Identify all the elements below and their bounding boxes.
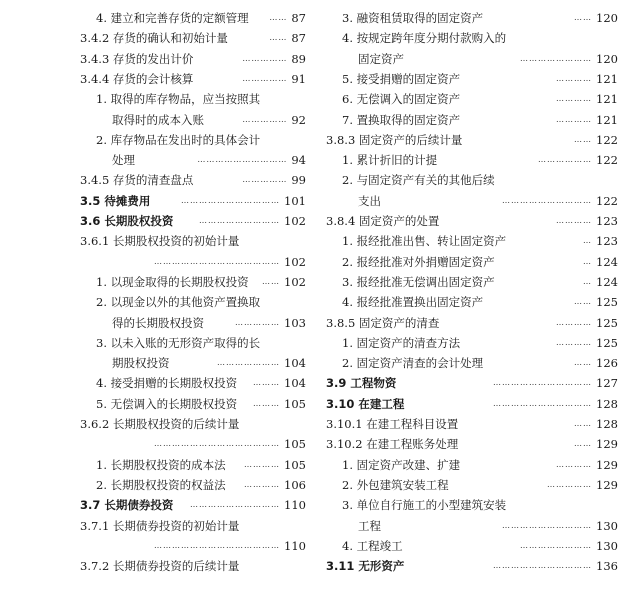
toc-entry (318, 374, 618, 392)
toc-entry-page: 87 (291, 11, 306, 25)
toc-entry-title: 2. 库存物品在发出时的具体会计 (96, 132, 261, 147)
toc-entry-page: 105 (284, 457, 306, 472)
toc-entry-page: 89 (291, 51, 306, 66)
toc-entry-title: 1. 报经批准出售、转让固定资产 (342, 234, 507, 249)
toc-entry (318, 456, 618, 474)
toc-entry (318, 395, 618, 413)
toc-entry-leader: ………………………… (502, 520, 593, 530)
toc-entry-title: 4. 建立和完善存货的定额管理 (96, 11, 249, 25)
toc-entry-title: 2. 固定资产清查的会计处理 (342, 356, 484, 371)
toc-entry-title: 3.7.1 长期债券投资的初始计量 (80, 518, 240, 533)
toc-entry-page: 123 (596, 234, 618, 249)
toc-entry-title: 3.4.4 存货的会计核算 (80, 71, 194, 86)
toc-entry (0, 293, 306, 311)
toc-entry (0, 111, 306, 129)
toc-entry-page: 110 (284, 538, 306, 553)
toc-entry-leader: ………… (556, 94, 593, 104)
toc-entry (318, 232, 618, 250)
toc-entry (0, 192, 306, 210)
toc-entry-title: 4. 报经批准置换出固定资产 (342, 295, 484, 310)
toc-entry-leader: …… (574, 297, 593, 307)
toc-entry-title: 3.4.3 存货的发出计价 (80, 51, 194, 66)
toc-entry (318, 50, 618, 68)
toc-entry-leader: ……………………… (199, 216, 281, 225)
toc-entry (318, 131, 618, 149)
toc-entry-leader: …………… (242, 73, 288, 83)
toc-entry-leader: … (583, 276, 593, 286)
toc-entry-title: 3.7.2 长期债券投资的后续计量 (80, 559, 240, 574)
toc-entry-leader: …………………………………… (154, 256, 281, 266)
toc-entry-title: 2. 与固定资产有关的其他后续 (342, 173, 495, 188)
toc-entry-title: 4. 接受捐赠的长期股权投资 (96, 376, 238, 391)
toc-entry (318, 273, 618, 291)
toc-entry-leader: …… (574, 419, 593, 428)
toc-entry-title: 3.7 长期债券投资 (80, 498, 174, 513)
toc-entry (0, 456, 306, 474)
toc-entry (318, 253, 618, 271)
toc-entry-title: 4. 工程竣工 (342, 538, 403, 553)
toc-entry-title: 3.8.3 固定资产的后续计量 (326, 132, 463, 147)
toc-entry-page: 136 (596, 559, 618, 574)
toc-entry-title: 3.9 工程物资 (326, 376, 397, 391)
toc-entry-page: 129 (596, 457, 618, 472)
toc-entry-title: 3. 以未入账的无形资产取得的长 (96, 335, 261, 350)
toc-entry (0, 395, 306, 413)
toc-entry-page: 129 (596, 477, 618, 492)
toc-entry-leader: ………………………… (190, 500, 281, 510)
toc-entry-leader: ……………… (538, 155, 593, 165)
toc-entry-leader: …………………………… (493, 561, 593, 571)
toc-entry (318, 151, 618, 169)
toc-entry (0, 212, 306, 230)
toc-entry-page: 94 (291, 153, 306, 168)
toc-entry-page: 121 (596, 92, 618, 107)
toc-entry-title: 3.6 长期股权投资 (80, 214, 174, 228)
toc-entry-page: 105 (284, 437, 306, 452)
toc-entry-page: 125 (596, 315, 618, 330)
toc-entry-title: 1. 以现金取得的长期股权投资 (96, 274, 249, 289)
toc-entry-page: 99 (291, 173, 306, 188)
toc-entry-leader: …… (269, 33, 288, 43)
toc-entry-leader: ……… (253, 378, 281, 388)
toc-entry-leader: …………… (242, 175, 288, 185)
toc-entry-leader: …………………… (520, 540, 593, 550)
toc-entry-title: 6. 无偿调入的固定资产 (342, 92, 461, 107)
toc-entry-leader: …… (262, 276, 281, 286)
toc-entry (0, 90, 306, 108)
toc-entry-title: 支出 (358, 193, 381, 208)
toc-entry-title: 3.8.4 固定资产的处置 (326, 214, 440, 228)
toc-entry-leader: …………………………… (181, 195, 281, 205)
toc-entry-page: 122 (596, 132, 618, 147)
toc-entry (0, 435, 306, 453)
toc-entry (0, 253, 306, 271)
toc-entry-title: 2. 外包建筑安装工程 (342, 477, 449, 492)
toc-entry-leader: ………… (244, 459, 281, 469)
toc-entry-title: 3.5 待摊费用 (80, 193, 151, 208)
toc-entry-title: 3.10.2 在建工程账务处理 (326, 437, 459, 452)
toc-entry-page: 129 (596, 437, 618, 452)
toc-entry (318, 192, 618, 210)
toc-entry-leader: ………… (556, 73, 593, 83)
toc-entry (0, 476, 306, 494)
toc-entry (318, 9, 618, 27)
toc-entry-title: 1. 累计折旧的计提 (342, 153, 438, 168)
toc-entry-title: 3.6.2 长期股权投资的后续计量 (80, 417, 240, 431)
toc-entry-page: 121 (596, 112, 618, 127)
toc-entry (0, 517, 306, 535)
toc-entry-leader: …………… (547, 479, 593, 489)
toc-entry (318, 111, 618, 129)
toc-entry-title: 处理 (112, 153, 135, 168)
toc-entry-title: 期股权投资 (112, 356, 170, 371)
toc-entry (318, 212, 618, 230)
toc-entry-page: 123 (596, 214, 618, 228)
toc-entry (0, 314, 306, 332)
toc-entry-title: 3.4.2 存货的确认和初始计量 (80, 31, 228, 46)
toc-entry-leader: …………………………………… (154, 540, 281, 550)
toc-entry (0, 50, 306, 68)
toc-entry-title: 3.6.1 长期股权投资的初始计量 (80, 234, 240, 249)
toc-entry-title: 1. 取得的库存物品，应当按照其 (96, 92, 261, 107)
toc-entry-leader: …… (574, 13, 593, 22)
toc-entry-page: 121 (596, 71, 618, 86)
toc-entry (0, 354, 306, 372)
toc-entry (0, 374, 306, 392)
toc-entry-page: 127 (596, 376, 618, 391)
toc-entry-title: 4. 按规定跨年度分期付款购入的 (342, 31, 507, 46)
toc-entry-page: 128 (596, 417, 618, 431)
toc-entry-title: 3.10.1 在建工程科目设置 (326, 417, 459, 431)
toc-entry-title: 5. 接受捐赠的固定资产 (342, 71, 461, 86)
toc-entry (0, 557, 306, 575)
toc-entry-title: 3.4.5 存货的清查盘点 (80, 173, 194, 188)
toc-entry-leader: …… (574, 439, 593, 449)
toc-entry-leader: ………… (556, 114, 593, 124)
toc-entry-leader: ………………… (217, 358, 281, 368)
toc-entry-page: 105 (284, 396, 306, 411)
toc-entry (318, 70, 618, 88)
toc-entry-leader: …………… (235, 317, 281, 327)
toc-entry (318, 496, 618, 514)
toc-entry (0, 334, 306, 352)
toc-entry (318, 293, 618, 311)
toc-entry-title: 2. 以现金以外的其他资产置换取 (96, 295, 261, 310)
toc-entry (318, 415, 618, 433)
toc-entry-leader: … (583, 256, 593, 266)
toc-entry-title: 3.11 无形资产 (326, 559, 405, 574)
toc-entry (318, 334, 618, 352)
toc-entry-leader: …… (269, 13, 288, 22)
toc-entry (318, 354, 618, 372)
toc-entry-title: 3. 融资租赁取得的固定资产 (342, 11, 484, 25)
toc-entry-leader: …………………… (520, 53, 593, 63)
toc-entry-page: 92 (291, 112, 306, 127)
toc-entry-title: 2. 长期股权投资的权益法 (96, 477, 226, 492)
toc-entry-title: 1. 长期股权投资的成本法 (96, 457, 226, 472)
toc-entry-leader: ………… (556, 459, 593, 469)
toc-entry-title: 5. 无偿调入的长期股权投资 (96, 396, 238, 411)
toc-entry-page: 130 (596, 518, 618, 533)
toc-entry-leader: ………… (556, 216, 593, 225)
toc-entry (318, 557, 618, 575)
toc-entry-title: 得的长期股权投资 (112, 315, 204, 330)
toc-entry-page: 91 (291, 71, 306, 86)
toc-entry-leader: ………………………… (502, 195, 593, 205)
toc-entry-page: 110 (284, 498, 306, 513)
toc-entry (318, 476, 618, 494)
toc-entry-title: 固定资产 (358, 51, 404, 66)
toc-entry-page: 87 (291, 31, 306, 46)
toc-entry-title: 3.10 在建工程 (326, 396, 405, 411)
toc-entry-leader: ………… (556, 337, 593, 347)
toc-entry-leader: …… (574, 134, 593, 144)
toc-entry-page: 122 (596, 193, 618, 208)
toc-entry (0, 29, 306, 47)
toc-entry-title: 3. 单位自行施工的小型建筑安装 (342, 498, 507, 513)
toc-entry (0, 171, 306, 189)
toc-entry-page: 125 (596, 295, 618, 310)
toc-entry (0, 70, 306, 88)
toc-entry (0, 415, 306, 433)
toc-entry (318, 517, 618, 535)
toc-entry-page: 106 (284, 477, 306, 492)
toc-entry-title: 3. 报经批准无偿调出固定资产 (342, 274, 495, 289)
toc-entry (318, 171, 618, 189)
toc-entry-title: 7. 置换取得的固定资产 (342, 112, 461, 127)
toc-entry-page: 102 (284, 274, 306, 289)
toc-entry-page: 122 (596, 153, 618, 168)
toc-entry (0, 131, 306, 149)
toc-entry-title: 3.8.5 固定资产的清查 (326, 315, 440, 330)
toc-entry-leader: ……… (253, 398, 281, 408)
toc-entry-page: 101 (284, 193, 306, 208)
toc-entry-leader: …………………………… (493, 378, 593, 388)
toc-entry-page: 124 (596, 274, 618, 289)
toc-entry-page: 125 (596, 335, 618, 350)
toc-entry-leader: … (583, 236, 593, 246)
toc-entry (0, 496, 306, 514)
toc-entry (318, 90, 618, 108)
toc-entry-page: 124 (596, 254, 618, 269)
toc-entry-page: 104 (284, 376, 306, 391)
toc-entry-leader: ………………………… (197, 155, 288, 165)
toc-entry (0, 537, 306, 555)
toc-entry-title: 1. 固定资产改建、扩建 (342, 457, 461, 472)
toc-entry-page: 126 (596, 356, 618, 371)
toc-entry-leader: …………………………………… (154, 439, 281, 449)
toc-entry-page: 120 (596, 51, 618, 66)
toc-entry-leader: …… (574, 358, 593, 368)
toc-entry-page: 128 (596, 396, 618, 411)
toc-entry-leader: ………… (556, 317, 593, 327)
toc-entry-page: 103 (284, 315, 306, 330)
toc-entry-page: 104 (284, 356, 306, 371)
toc-entry (0, 232, 306, 250)
toc-entry-title: 工程 (358, 518, 381, 533)
toc-entry (318, 537, 618, 555)
toc-entry-leader: …………… (242, 114, 288, 124)
toc-entry (318, 314, 618, 332)
toc-entry-leader: ………… (244, 479, 281, 489)
toc-entry (318, 435, 618, 453)
toc-entry-leader: …………………………… (493, 398, 593, 408)
toc-entry (318, 29, 618, 47)
toc-entry (0, 9, 306, 27)
toc-entry-page: 130 (596, 538, 618, 553)
toc-entry-leader: …………… (242, 53, 288, 63)
toc-entry-page: 102 (284, 254, 306, 269)
toc-entry (0, 273, 306, 291)
toc-entry-page: 120 (596, 11, 618, 25)
toc-entry-page: 102 (284, 214, 306, 228)
toc-entry-title: 取得时的成本入账 (112, 112, 204, 127)
toc-entry-title: 2. 报经批准对外捐赠固定资产 (342, 254, 495, 269)
toc-entry-title: 1. 固定资产的清查方法 (342, 335, 461, 350)
toc-entry (0, 151, 306, 169)
